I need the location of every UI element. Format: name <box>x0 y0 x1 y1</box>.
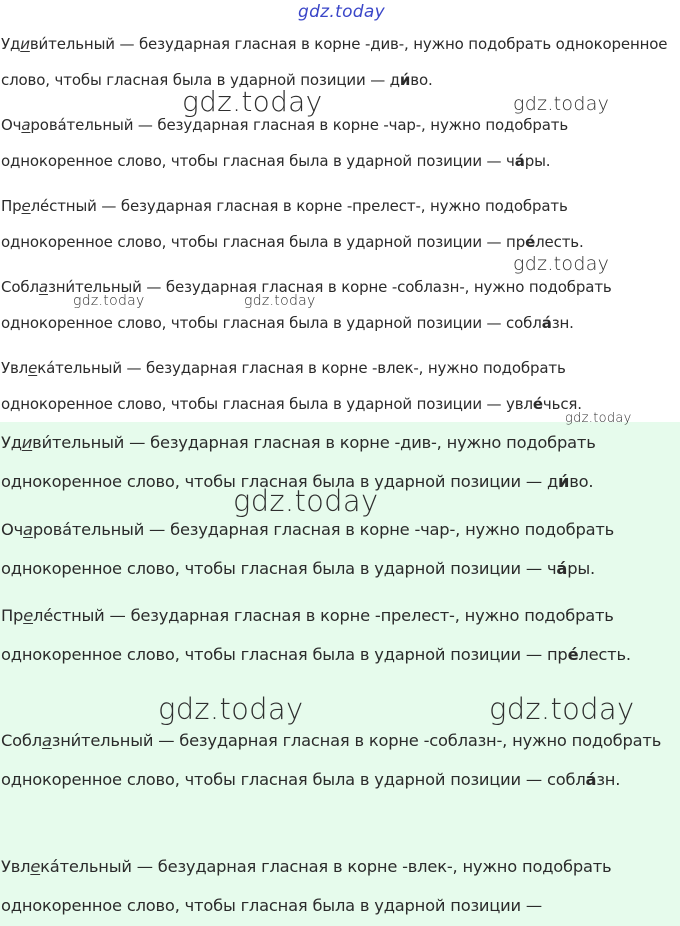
check-word-end: ры. <box>524 152 551 170</box>
check-word-end: во. <box>410 71 433 89</box>
stressed-vowel: а́ <box>556 558 568 578</box>
word-prefix: Уд <box>1 433 22 452</box>
check-word-start: д <box>546 471 559 491</box>
answer-paragraph <box>1 848 677 925</box>
word-prefix: Оч <box>1 116 22 134</box>
check-word-end: ры. <box>567 558 595 578</box>
underlined-vowel: и <box>21 433 33 452</box>
word-prefix: Увл <box>1 857 31 876</box>
stressed-vowel: а́ <box>541 314 552 332</box>
check-word-start: д <box>389 71 400 89</box>
stressed-vowel: е́ <box>525 233 536 251</box>
watermark: gdz.today <box>513 93 610 115</box>
watermark: gdz.today <box>489 692 635 726</box>
word-prefix: Собл <box>1 731 42 750</box>
explanation-text: ви́тельный — безударная гласная в корне -див-, нужно подобрать однокоренное слово, чтобы гласная была в ударной позиции — <box>1 433 596 491</box>
explanation-text: рова́тельный — безударная гласная в корне -чар-, нужно подобрать однокоренное слово, чтобы гласная была в ударной позиции — <box>1 116 569 170</box>
word-prefix: Пр <box>1 606 24 625</box>
check-word-end: во. <box>569 471 594 491</box>
check-word-end: лесть. <box>578 644 631 664</box>
check-word-start: ч <box>546 558 557 578</box>
check-word-end: зн. <box>596 769 621 789</box>
answer-paragraph <box>1 511 677 588</box>
stressed-vowel: и́ <box>399 71 411 89</box>
stressed-vowel: а́ <box>585 769 597 789</box>
explanation-text: зни́тельный — безударная гласная в корне -соблазн-, нужно подобрать однокоренное слово, чтобы гласная была в ударной позиции — <box>1 278 612 332</box>
underlined-vowel: а <box>21 116 31 134</box>
top-watermark: gdz.today <box>298 2 385 22</box>
watermark: gdz.today <box>244 293 316 309</box>
answer-section-1 <box>0 0 680 422</box>
watermark: gdz.today <box>73 293 145 309</box>
answer-paragraph <box>1 26 676 98</box>
underlined-vowel: е <box>30 857 41 876</box>
explanation-text: ле́стный — безударная гласная в корне -прелест-, нужно подобрать однокоренное слово, чтобы гласная была в ударной позиции — <box>1 606 614 664</box>
check-word-end: лесть. <box>535 233 584 251</box>
explanation-text: ви́тельный — безударная гласная в корне -див-, нужно подобрать однокоренное слово, чтобы гласная была в ударной позиции — <box>1 35 668 89</box>
check-word-start: пр <box>506 233 526 251</box>
check-word-start: собл <box>506 314 542 332</box>
check-word-end: чься. <box>542 395 582 413</box>
watermark: gdz.today <box>158 692 304 726</box>
underlined-vowel: а <box>38 278 48 296</box>
word-prefix: Пр <box>1 197 22 215</box>
answer-paragraph <box>1 722 677 799</box>
explanation-text: ле́стный — безударная гласная в корне -прелест-, нужно подобрать однокоренное слово, чтобы гласная была в ударной позиции — <box>1 197 568 251</box>
stressed-vowel: и́ <box>558 471 570 491</box>
explanation-text: ка́тельный — безударная гласная в корне -влек-, нужно подобрать однокоренное слово, чтобы гласная была в ударной позиции — <box>1 857 612 915</box>
explanation-text: рова́тельный — безударная гласная в корне -чар-, нужно подобрать однокоренное слово, чтобы гласная была в ударной позиции — <box>1 520 615 578</box>
answer-paragraph <box>1 188 676 260</box>
word-prefix: Уд <box>1 35 21 53</box>
underlined-vowel: е <box>28 359 38 377</box>
stressed-vowel: е́ <box>532 395 543 413</box>
answer-paragraph <box>1 107 676 179</box>
stressed-vowel: е́ <box>567 644 579 664</box>
watermark: gdz.today <box>513 253 610 275</box>
check-word-start: ч <box>506 152 515 170</box>
underlined-vowel: а <box>23 520 33 539</box>
stressed-vowel: а́ <box>514 152 525 170</box>
watermark: gdz.today <box>233 484 379 518</box>
word-prefix: Увл <box>1 359 29 377</box>
explanation-text: зни́тельный — безударная гласная в корне -соблазн-, нужно подобрать однокоренное слово, чтобы гласная была в ударной позиции — <box>1 731 662 789</box>
explanation-text: ка́тельный — безударная гласная в корне -влек-, нужно подобрать однокоренное слово, чтобы гласная была в ударной позиции — <box>1 359 566 413</box>
check-word-end: зн. <box>551 314 574 332</box>
watermark: gdz.today <box>182 85 323 118</box>
underlined-vowel: е <box>21 197 31 215</box>
underlined-vowel: е <box>23 606 34 625</box>
check-word-start: увл <box>506 395 533 413</box>
check-word-start: пр <box>546 644 568 664</box>
word-prefix: Оч <box>1 520 24 539</box>
check-word-start: собл <box>546 769 586 789</box>
word-prefix: Собл <box>1 278 39 296</box>
underlined-vowel: а <box>41 731 52 750</box>
watermark: gdz.today <box>565 411 632 426</box>
underlined-vowel: и <box>20 35 30 53</box>
answer-paragraph <box>1 597 677 674</box>
